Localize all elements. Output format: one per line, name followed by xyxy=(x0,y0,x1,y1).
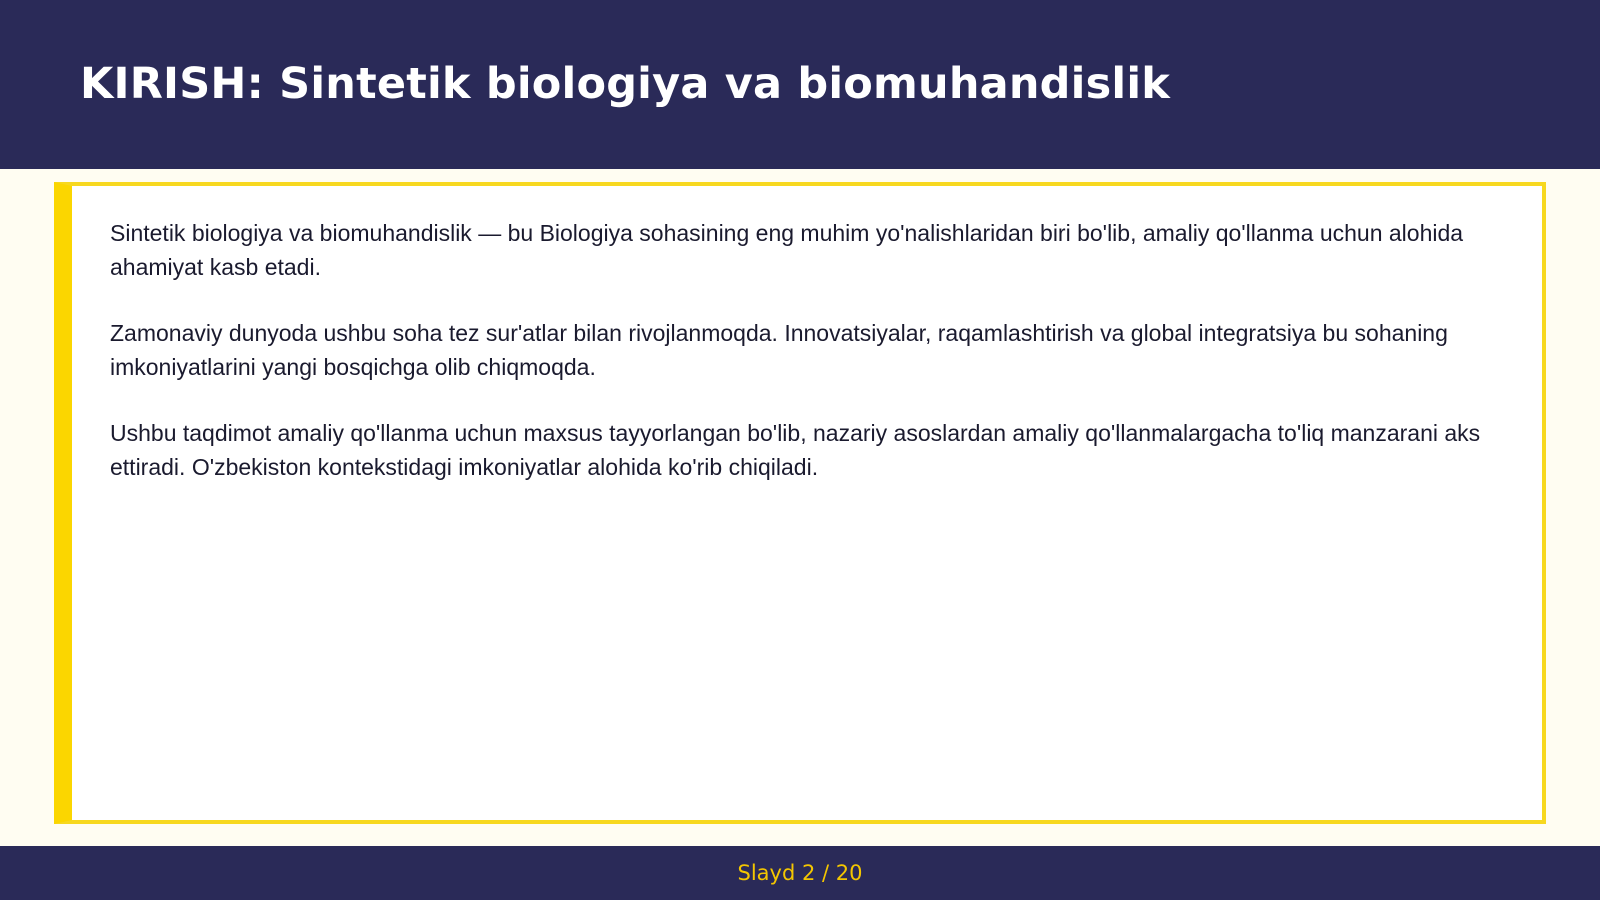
slide-title: KIRISH: Sintetik biologiya va biomuhandislik xyxy=(80,58,1171,109)
content-panel xyxy=(54,182,1546,824)
slide-header xyxy=(0,0,1600,169)
intro-paragraph: Sintetik biologiya va biomuhandislik — bu Biologiya sohasining eng muhim yo'nalishlaridan biri bo'lib, amaliy qo'llanma uchun alohida ahamiyat kasb etadi. xyxy=(110,220,1464,280)
presentation-purpose-paragraph: Ushbu taqdimot amaliy qo'llanma uchun maxsus tayyorlangan bo'lib, nazariy asoslardan amaliy qo'llanmalargacha to'liq manzarani aks ettiradi. O'zbekiston kontekstidagi imkoniyatlar alohida ko'rib chiqiladi. xyxy=(110,420,1481,480)
slide-counter: Slayd 2 / 20 xyxy=(737,860,863,885)
slide-footer xyxy=(0,846,1600,900)
development-paragraph: Zamonaviy dunyoda ushbu soha tez sur'atlar bilan rivojlanmoqda. Innovatsiyalar, raqamlashtirish va global integratsiya bu sohaning imkoniyatlarini yangi bosqichga olib chiqmoqda. xyxy=(110,320,1448,380)
